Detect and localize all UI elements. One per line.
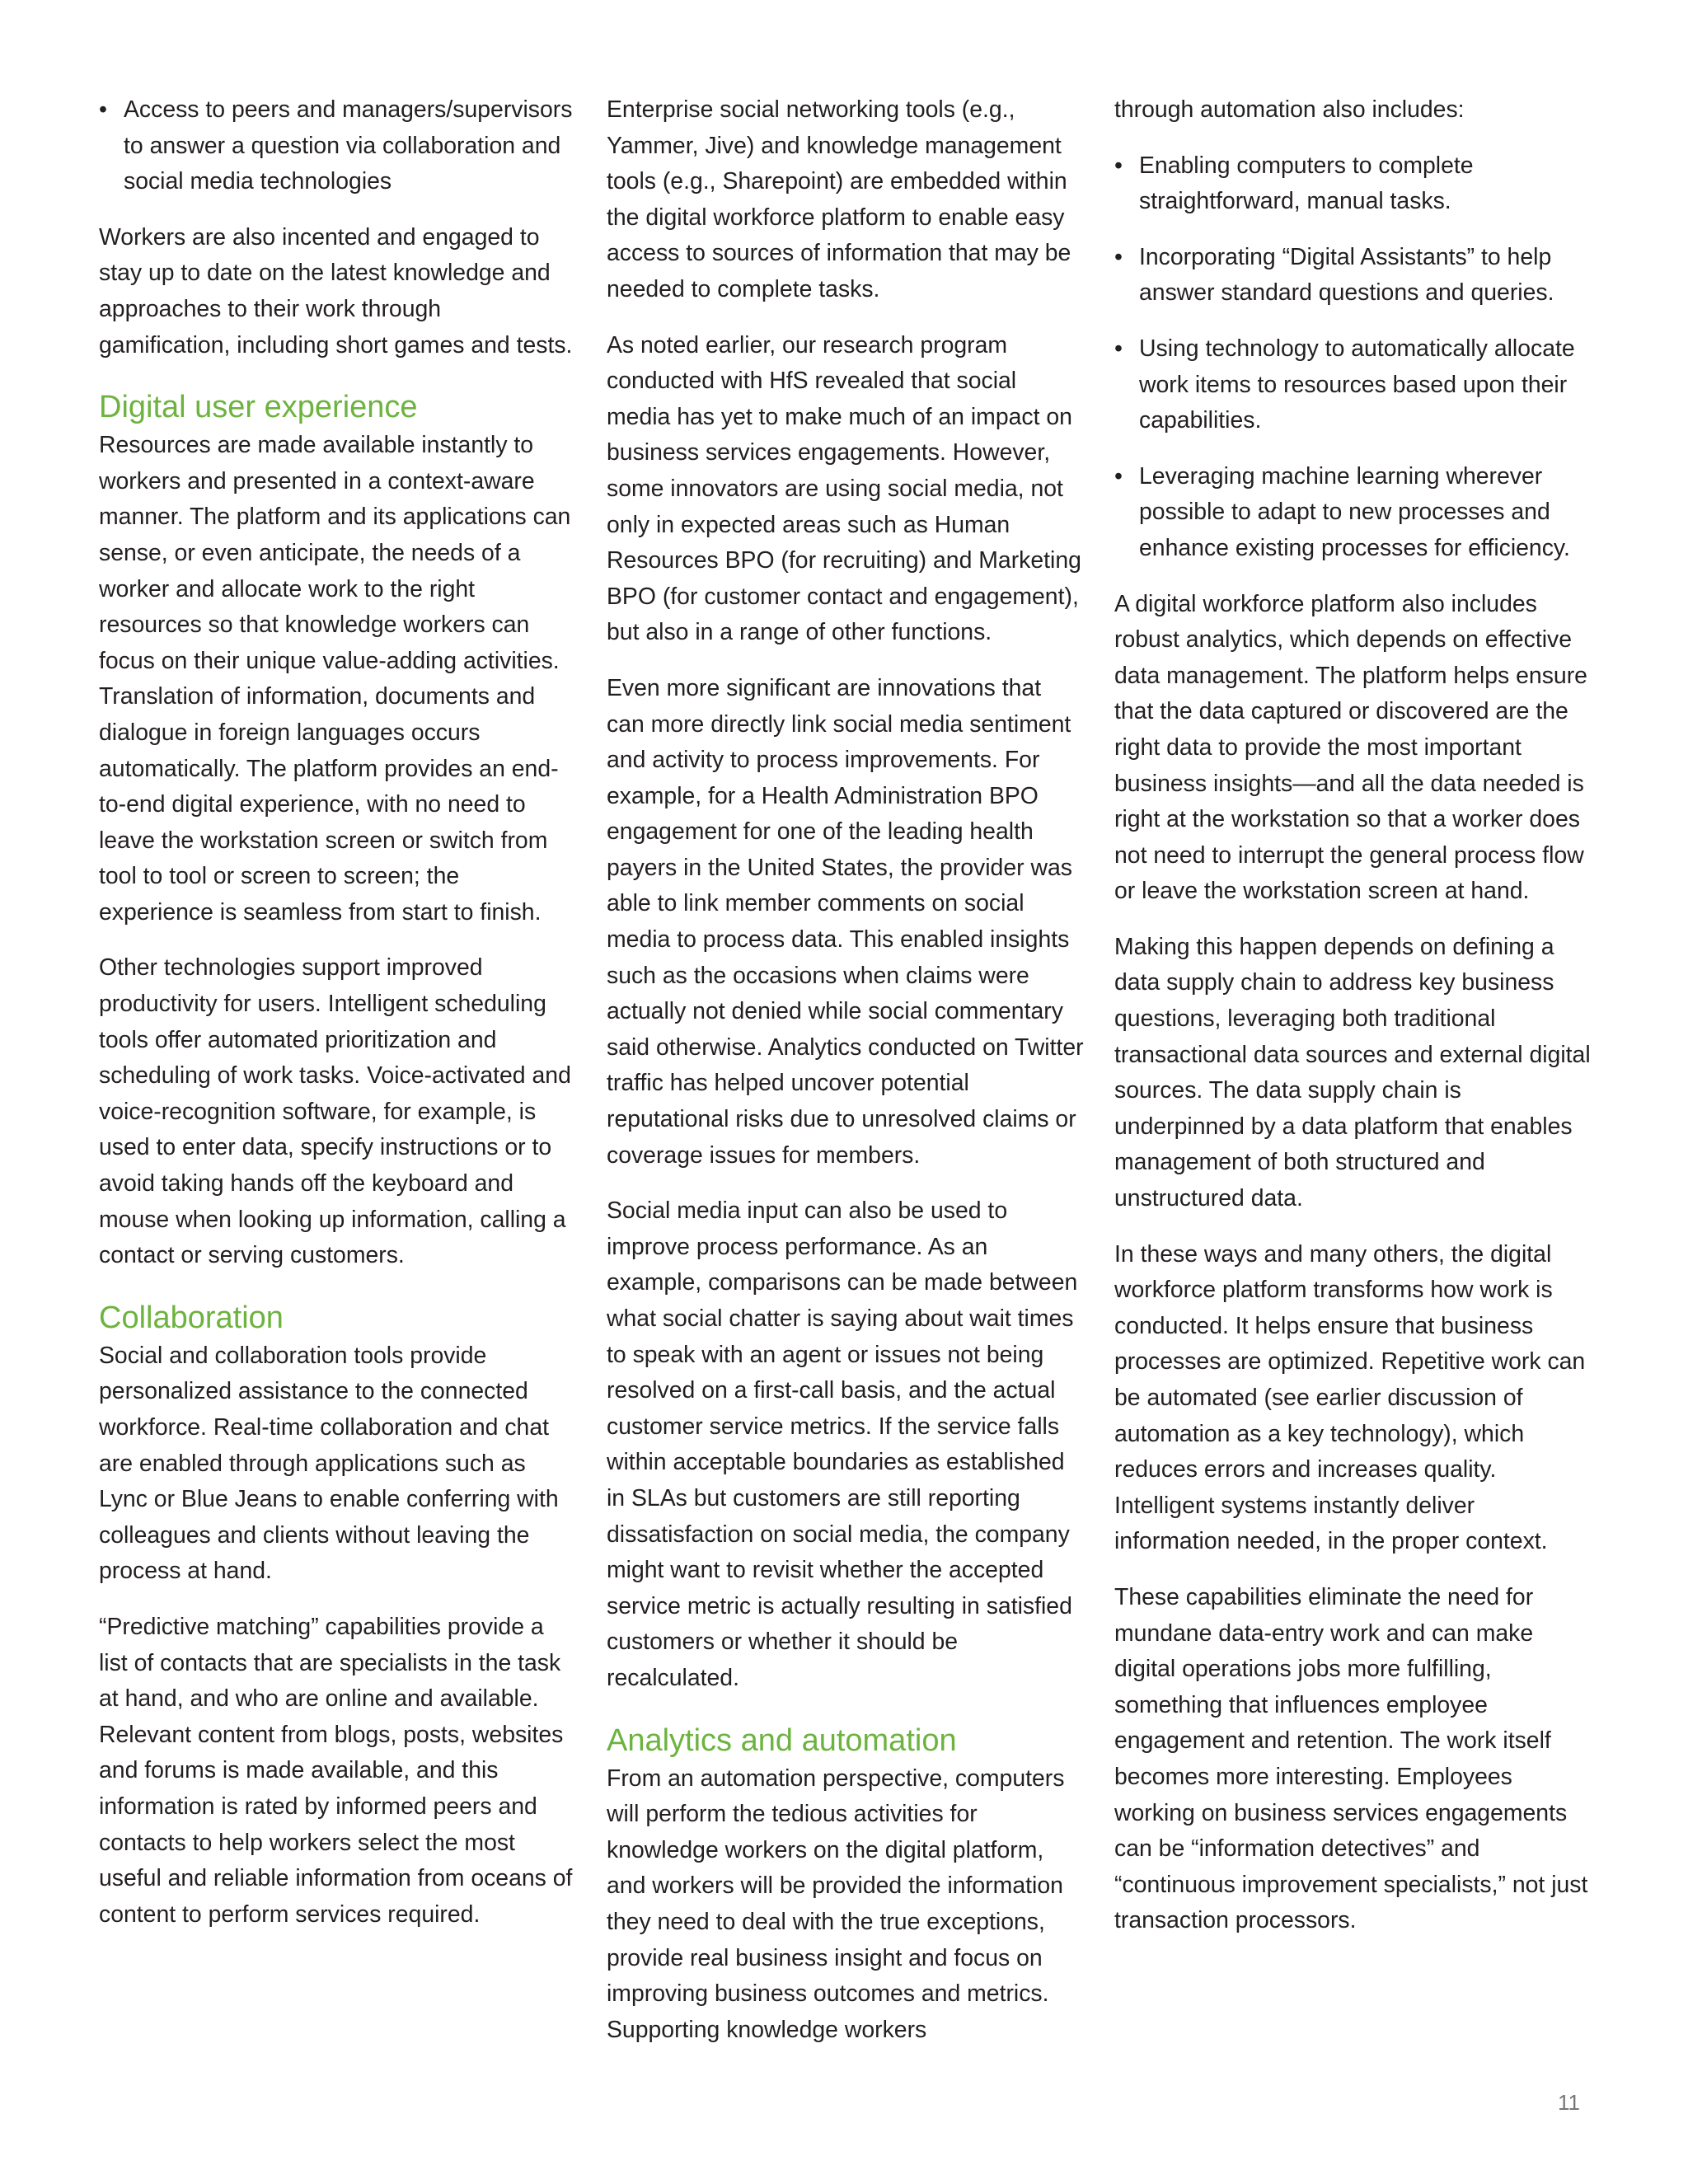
paragraph: “Predictive matching” capabilities provide a list of contacts that are specialists in the task at hand, and who are online and available. Relevant content from blogs, posts, websites and forums is made available, and this information is rated by informed peers and contacts to help workers select the most useful and reliable information from oceans of content to perform services required. xyxy=(99,1613,573,1928)
paragraph: Other technologies support improved productivity for users. Intelligent scheduling tools offer automated prioritization and scheduling of work tasks. Voice-activated and voice-recognition software, for example, is used to enter data, specify instructions or to avoid taking hands off the keyboard and mouse when looking up information, calling a contact or serving customers. xyxy=(99,954,571,1269)
list-item-text: Enabling computers to complete straightforward, manual tasks. xyxy=(1139,152,1474,215)
bullet-list xyxy=(99,92,577,200)
section-heading-analytics-and-automation: Analytics and automation xyxy=(607,1722,957,1758)
paragraph: Even more significant are innovations that can more directly link social media sentiment and activity to process improvements. For example, for a Health Administration BPO engagement for one of the leading health payers in the United States, the provider was able to link member comments on social media to process data. This enabled insights such as the occasions when claims were actually not denied while social commentary said otherwise. Analytics conducted on Twitter traffic has helped uncover potential reputational risks due to unresolved claims or coverage issues for members. xyxy=(607,674,1084,1169)
list-item-text: Incorporating “Digital Assistants” to help answer standard questions and queries. xyxy=(1139,243,1554,307)
section-heading-digital-user-experience: Digital user experience xyxy=(99,390,418,425)
list-item xyxy=(1114,148,1592,220)
list-item xyxy=(1114,331,1592,439)
bullet-icon: • xyxy=(1114,152,1123,179)
paragraph: A digital workforce platform also includes robust analytics, which depends on effective data management. The platform helps ensure that the data captured or discovered are the right data to provide the most important business insights—and all the data needed is right at the workstation so that a worker does not need to interrupt the general process flow or leave the workstation screen at hand. xyxy=(1114,590,1587,905)
paragraph: Enterprise social networking tools (e.g., Yammer, Jive) and knowledge management tools (e.g., Sharepoint) are embedded within the digital workforce platform to enable easy access to sources of information that may be needed to complete tasks. xyxy=(607,96,1071,302)
bullet-icon: • xyxy=(1114,335,1123,362)
bullet-icon: • xyxy=(99,96,107,123)
paragraph: Social media input can also be used to improve process performance. As an example, comparisons can be made between what social chatter is saying about wait times to speak with an agent or issues not being resolved on a first-call basis, and the actual customer service metrics. If the service falls within acceptable boundaries as established in SLAs but customers are still reporting dissatisfaction on social media, the company might want to revisit whether the accepted service metric is actually resulting in satisfied customers or whether it should be recalculated. xyxy=(607,1197,1078,1691)
section-heading-collaboration: Collaboration xyxy=(99,1300,284,1335)
paragraph: As noted earlier, our research program conducted with HfS revealed that social media has yet to make much of an impact on business services engagements. However, some innovators are using social media, not only in expected areas such as Human Resources BPO (for recruiting) and Marketing BPO (for customer contact and engagement), but also in a range of other functions. xyxy=(607,331,1081,646)
list-item xyxy=(1114,240,1592,312)
list-item xyxy=(1114,459,1592,567)
paragraph: From an automation perspective, computers will perform the tedious activities for knowledge workers on the digital platform, and workers will be provided the information they need to deal with the true exceptions, provide real business insight and focus on improving business outcomes and metrics. Supporting knowledge workers xyxy=(607,1765,1065,2043)
column-middle xyxy=(607,92,1085,2068)
paragraph: Workers are also incented and engaged to stay up to date on the latest knowledge and approaches to their work through gamification, including short games and tests. xyxy=(99,223,573,359)
paragraph: through automation also includes: xyxy=(1114,96,1465,123)
paragraph: In these ways and many others, the digital workforce platform transforms how work is conducted. It helps ensure that business processes are optimized. Repetitive work can be automated (see earlier discussion of automation as a key technology), which reduces errors and increases quality. Intelligent systems instantly deliver information needed, in the proper context. xyxy=(1114,1240,1586,1555)
column-right xyxy=(1114,92,1592,1959)
bullet-icon: • xyxy=(1114,243,1123,270)
page-number: 11 xyxy=(1558,2090,1580,2115)
bullet-icon: • xyxy=(1114,462,1123,490)
list-item-text: Leveraging machine learning wherever possible to adapt to new processes and enhance existing processes for efficiency. xyxy=(1139,462,1570,561)
paragraph: Resources are made available instantly to workers and presented in a context-aware manner. The platform and its applications can sense, or even anticipate, the needs of a worker and allocate work to the right resources so that knowledge workers can focus on their unique value-adding activities. Translation of information, documents and dialogue in foreign languages occurs automatically. The platform provides an end-to-end digital experience, with no need to leave the workstation screen or switch from tool to tool or screen to screen; the experience is seamless from start to finish. xyxy=(99,432,571,926)
paragraph: Making this happen depends on defining a data supply chain to address key business questions, leveraging both traditional transactional data sources and external digital sources. The data supply chain is underpinned by a data platform that enables management of both structured and unstructured data. xyxy=(1114,933,1591,1212)
paragraph: These capabilities eliminate the need for mundane data-entry work and can make digital operations jobs more fulfilling, something that influences employee engagement and retention. The work itself becomes more interesting. Employees working on business services engagements can be “information detectives” and “continuous improvement specialists,” not just transaction processors. xyxy=(1114,1583,1588,1934)
list-item-text: Access to peers and managers/supervisors to answer a question via collaboration and social media technologies xyxy=(124,96,573,195)
column-left xyxy=(99,92,577,1952)
list-item xyxy=(99,92,577,200)
bullet-list xyxy=(1114,148,1592,567)
list-item-text: Using technology to automatically allocate work items to resources based upon their capabilities. xyxy=(1139,335,1575,434)
paragraph: Social and collaboration tools provide personalized assistance to the connected workforce. Real-time collaboration and chat are enabled through applications such as Lync or Blue Jeans to enable conferring with colleagues and clients without leaving the process at hand. xyxy=(99,1342,559,1585)
